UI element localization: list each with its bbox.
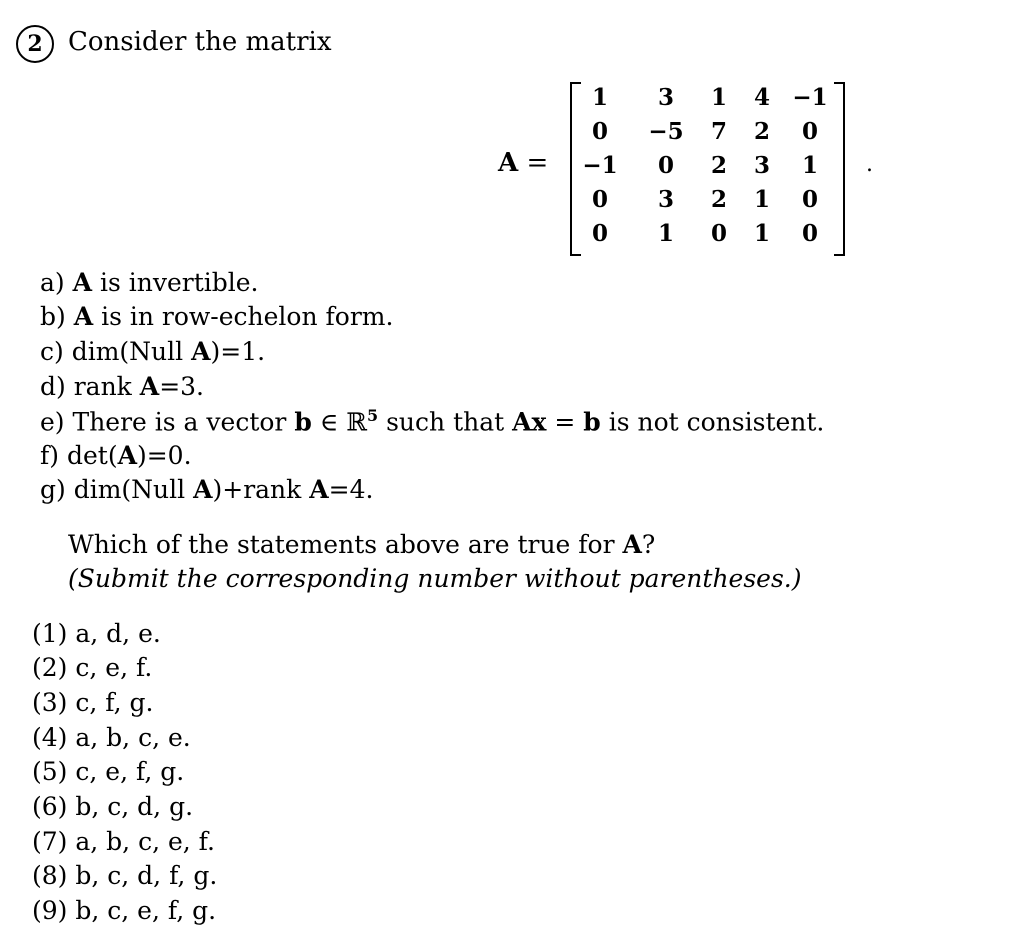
matrix-cell: −1 (792, 84, 828, 111)
statement-label: a) (40, 268, 65, 297)
matrix-symbol: A (117, 441, 137, 470)
submission-note: (Submit the corresponding number without parentheses.) (68, 564, 802, 593)
answer-option-9[interactable] (32, 896, 216, 925)
matrix-cell: 7 (710, 118, 727, 145)
statement-pre: rank (73, 372, 140, 401)
matrix-cell: 2 (710, 186, 727, 213)
matrix-cell: 0 (591, 186, 608, 213)
answer-option-8[interactable] (32, 861, 217, 890)
answer-option-3[interactable] (32, 688, 153, 717)
matrix-equals: = (526, 148, 549, 178)
matrix-period: . (866, 152, 873, 177)
matrix-cell: 1 (753, 220, 770, 247)
option-number: (4) (32, 723, 68, 752)
statement-text: is invertible. (92, 268, 259, 297)
option-text: b, c, d, g. (75, 792, 194, 821)
matrix-symbol: A (72, 268, 93, 297)
option-number: (7) (32, 827, 68, 856)
option-number: (2) (32, 653, 68, 682)
matrix-cell: 0 (801, 220, 818, 247)
matrix-symbol: A (191, 337, 211, 366)
matrix-cell: 0 (710, 220, 727, 247)
option-number: (9) (32, 896, 68, 925)
option-text: a, b, c, e, f. (75, 827, 215, 856)
statement-label: e) (40, 407, 65, 437)
option-text: a, b, c, e. (75, 723, 191, 752)
statement-label: b) (40, 302, 66, 331)
matrix-cell: 3 (753, 152, 770, 179)
dimension-superscript: 5 (367, 406, 379, 425)
matrix-symbol: A (193, 475, 213, 504)
matrix-symbol: A (73, 302, 94, 331)
matrix-cell: 0 (591, 118, 608, 145)
answer-option-5[interactable] (32, 757, 184, 786)
matrix-cell: 3 (657, 186, 674, 213)
option-text: b, c, e, f, g. (75, 896, 217, 925)
matrix-symbol: A (139, 372, 160, 401)
option-number: (6) (32, 792, 68, 821)
statement-f (40, 441, 192, 470)
question-text (68, 530, 655, 559)
matrix-cell: 0 (591, 220, 608, 247)
answer-option-1[interactable] (32, 619, 161, 648)
option-number: (8) (32, 861, 68, 890)
question-post: ? (641, 530, 656, 559)
statement-g (40, 475, 373, 504)
matrix-cell: −5 (648, 118, 684, 145)
answer-option-7[interactable] (32, 827, 215, 856)
statement-text: is not consistent. (600, 407, 825, 437)
option-number: (5) (32, 757, 68, 786)
matrix-cell: 2 (710, 152, 727, 179)
statement-label: d) (40, 372, 66, 401)
matrix-name: A (498, 148, 519, 178)
problem-number: 2 (27, 31, 43, 57)
matrix-entries (580, 84, 834, 254)
statement-text: )=1. (210, 337, 266, 366)
problem-intro: Consider the matrix (68, 27, 332, 57)
ax-symbol: Ax (512, 407, 547, 437)
answer-option-6[interactable] (32, 792, 193, 821)
statement-d (40, 372, 204, 401)
matrix-cell: 4 (753, 84, 770, 111)
matrix-cell: 1 (801, 152, 818, 179)
problem-number-badge (16, 25, 54, 63)
option-text: a, d, e. (75, 619, 161, 648)
answer-option-4[interactable] (32, 723, 191, 752)
option-number: (1) (32, 619, 68, 648)
statement-label: c) (40, 337, 64, 366)
option-text: c, e, f, g. (75, 757, 185, 786)
statement-text: is in row-echelon form. (93, 302, 394, 331)
matrix-cell: −1 (582, 152, 618, 179)
matrix-symbol: A (622, 530, 642, 559)
matrix-cell: 2 (753, 118, 770, 145)
matrix-cell: 0 (657, 152, 674, 179)
vector-b-symbol: b (294, 407, 312, 437)
question-pre: Which of the statements above are true for (68, 530, 623, 559)
statement-b (40, 302, 393, 331)
matrix-symbol: A (309, 475, 329, 504)
statement-label: g) (40, 475, 66, 504)
statement-text: =3. (159, 372, 204, 401)
matrix-cell: 1 (753, 186, 770, 213)
vector-b-symbol: b (583, 407, 601, 437)
answer-option-2[interactable] (32, 653, 152, 682)
statement-text: )=0. (136, 441, 192, 470)
statement-a (40, 268, 259, 297)
matrix-cell: 1 (657, 220, 674, 247)
statement-mid: ∈ ℝ (311, 407, 367, 437)
option-text: c, f, g. (75, 688, 154, 717)
statement-pre: dim(Null (71, 337, 192, 366)
option-text: b, c, d, f, g. (75, 861, 218, 890)
statement-pre: det( (66, 441, 118, 470)
statement-label: f) (40, 441, 60, 470)
statement-text: =4. (328, 475, 374, 504)
option-text: c, e, f. (75, 653, 153, 682)
statement-pre: dim(Null (73, 475, 194, 504)
statement-c (40, 337, 265, 366)
statement-mid3: = (546, 407, 584, 437)
statement-mid2: such that (378, 407, 513, 437)
matrix-cell: 1 (591, 84, 608, 111)
matrix-lhs (498, 148, 548, 178)
statement-e (40, 406, 824, 436)
matrix-cell: 0 (801, 118, 818, 145)
option-number: (3) (32, 688, 68, 717)
matrix-cell: 1 (710, 84, 727, 111)
matrix-cell: 3 (657, 84, 674, 111)
statement-mid: )+rank (212, 475, 310, 504)
matrix-right-bracket (834, 82, 845, 256)
matrix-cell: 0 (801, 186, 818, 213)
statement-pre: There is a vector (72, 407, 295, 437)
